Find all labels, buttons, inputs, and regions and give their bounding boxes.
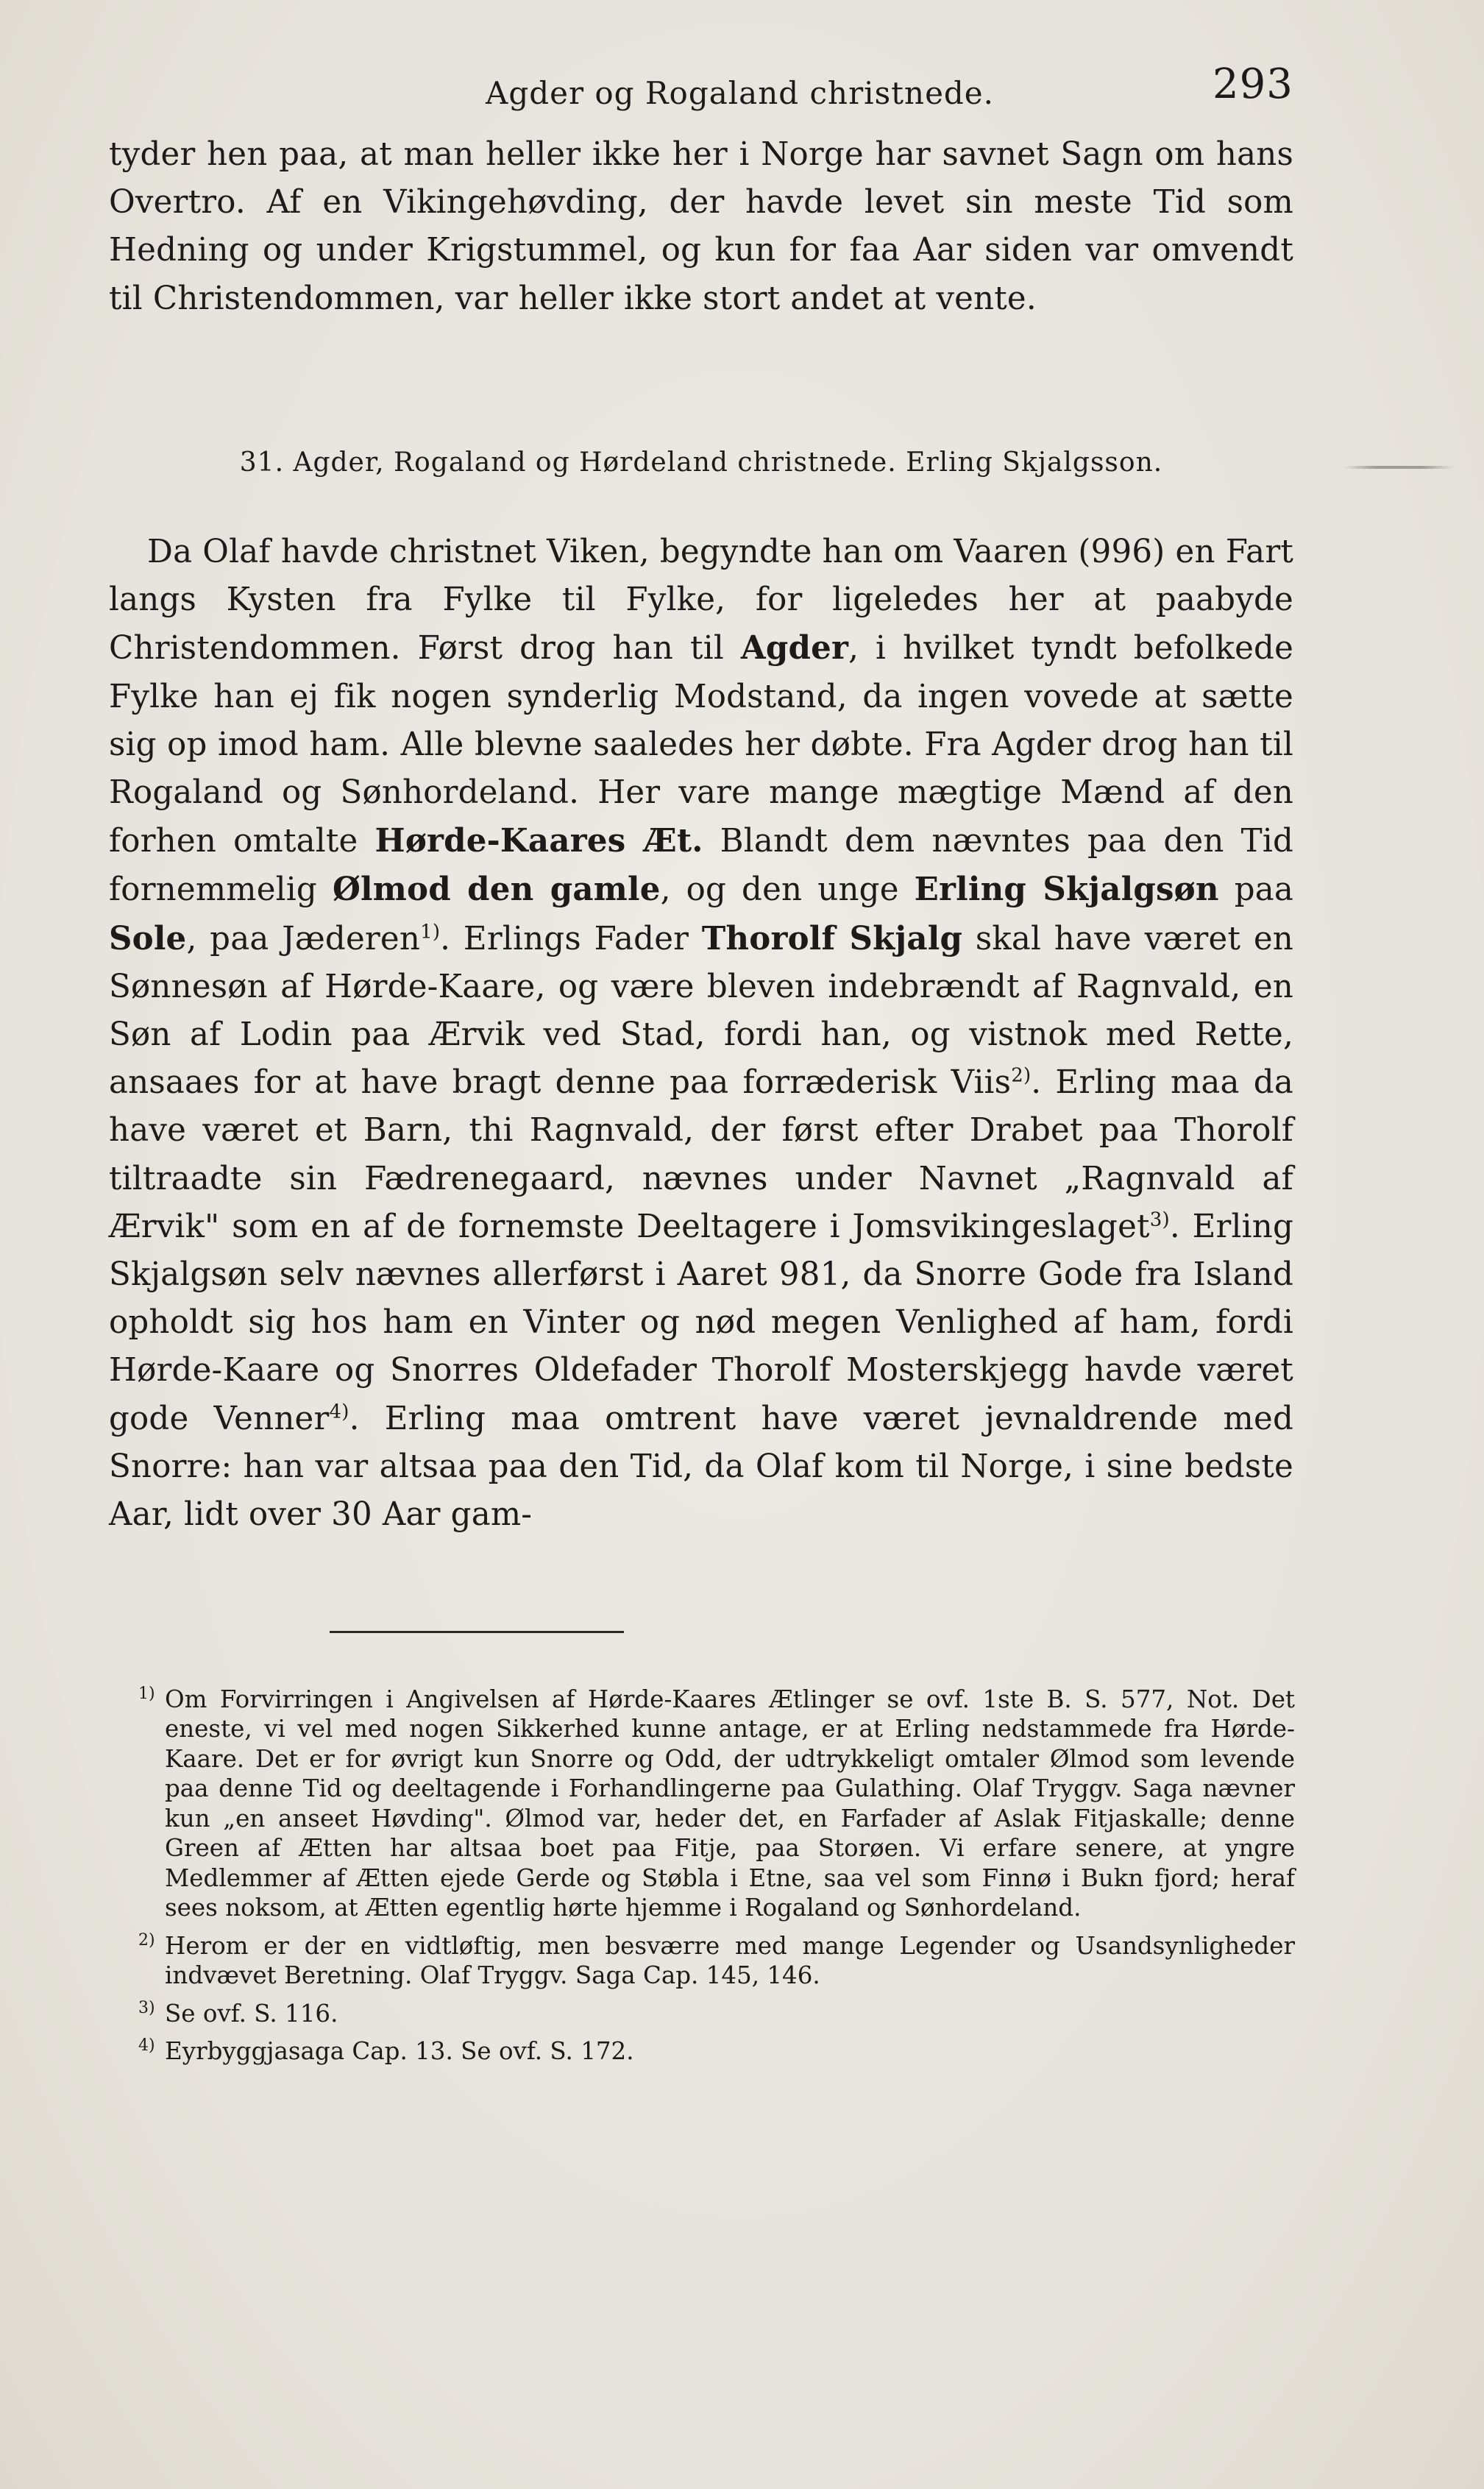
text-run: , og den unge bbox=[660, 871, 899, 909]
footnote-mark: 2) bbox=[138, 1930, 155, 1950]
section-heading: 31. Agder, Rogaland og Hørdeland christnede. Erling Skjalgsson. bbox=[239, 447, 1163, 478]
text-run: skal have været en Sønnesøn af Hørde-Kaare, og være bleven indebrændt af Ragnvald, en Søn af Lodin paa Ærvik ved Stad, fordi han, og vistnok med Rette, ansaaes for at have bragt denne paa forræderisk Viis bbox=[109, 920, 1293, 1102]
footnote-ref[interactable]: 2) bbox=[1011, 1064, 1032, 1087]
clan-name-horde-kaare: Hørde-Kaares Æt. bbox=[374, 822, 703, 860]
text-run: Da Olaf havde christnet Viken, begyndte han om Vaaren (996) en Fart langs Kysten fra Fylke til Fylke, for ligeledes her at paabyde Christendommen. Først drog han til bbox=[109, 534, 1293, 668]
text-run: . Erling maa omtrent have været jevnaldrende med Snorre: han var altsaa paa den Tid, da Olaf kom til Norge, i sine bedste Aar, lidt over 30 Aar gam- bbox=[109, 1400, 1293, 1534]
footnotes bbox=[138, 1679, 1295, 2069]
place-name-sole: Sole bbox=[109, 919, 187, 957]
footnote-mark: 3) bbox=[138, 1998, 155, 2017]
footnote-1 bbox=[138, 1679, 1295, 1923]
footnote-separator bbox=[330, 1631, 624, 1633]
person-name-thorolf: Thorolf Skjalg bbox=[701, 919, 963, 957]
footnote-3 bbox=[138, 1994, 1295, 2028]
footnote-mark: 1) bbox=[138, 1685, 155, 1703]
footnote-2 bbox=[138, 1926, 1295, 1991]
text-run: paa bbox=[1234, 871, 1294, 909]
footnote-4 bbox=[138, 2031, 1295, 2066]
text-run: Blandt dem nævntes paa den Tid fornemmelig bbox=[109, 823, 1293, 909]
footnote-text: Herom er der en vidtløftig, men besværre med mange Legender og Usandsynligheder indvævet Beretning. Olaf Tryggv. Saga Cap. 145, 146. bbox=[165, 1931, 1295, 1990]
text-run: . Erling Skjalgsøn selv nævnes allerførst i Aaret 981, da Snorre Gode fra Island opholdt sig hos ham en Vinter og nød megen Venlighed af ham, fordi Hørde-Kaare og Snorres Oldefader Thorolf Mosterskjegg havde været gode Venner bbox=[109, 1208, 1294, 1437]
footnote-ref[interactable]: 1) bbox=[420, 921, 441, 943]
person-name-erling: Erling Skjalgsøn bbox=[914, 871, 1219, 909]
footnote-text: Eyrbyggjasaga Cap. 13. Se ovf. S. 172. bbox=[165, 2036, 634, 2065]
intro-paragraph: tyder hen paa, at man heller ikke her i Norge har savnet Sagn om hans Overtro. Af en Vikingehøvding, der havde levet sin meste Tid som Hedning og under Krigstummel, og kun for faa Aar siden var omvendt til Christendommen, var heller ikke stort andet at vente. bbox=[109, 136, 1293, 317]
person-name-olmod: Ølmod den gamle bbox=[332, 871, 661, 909]
page-number: 293 bbox=[1213, 60, 1293, 108]
text-run: , i hvilket tyndt befolkede Fylke han ej fik nogen synderlig Modstand, da ingen vovede at sætte sig op imod ham. Alle blevne saaledes her døbte. Fra Agder drog han til Rogaland og Sønhordeland. Her vare mange mægtige Mænd af den forhen omtalte bbox=[109, 630, 1294, 860]
ornament-rule bbox=[1343, 466, 1454, 469]
text-run: , paa Jæderen bbox=[186, 920, 421, 957]
running-title: Agder og Rogaland christnede. bbox=[486, 75, 995, 111]
text-run: . Erlings Fader bbox=[440, 920, 689, 957]
footnote-ref[interactable]: 3) bbox=[1149, 1208, 1170, 1231]
running-header bbox=[0, 60, 1484, 130]
main-paragraph bbox=[109, 528, 1293, 1539]
footnote-text: Se ovf. S. 116. bbox=[165, 1999, 338, 2028]
footnote-text: Om Forvirringen i Angivelsen af Hørde-Kaares Ætlinger se ovf. 1ste B. S. 577, Not. Det eneste, vi vel med nogen Sikkerhed kunne antage, er at Erling nedstammede fra Hørde-Kaare. Det er for øvrigt kun Snorre og Odd, der udtrykkeligt omtaler Ølmod som levende paa denne Tid og deeltagende i Forhandlingerne paa Gulathing. Olaf Tryggv. Saga nævner kun „en anseet Høvding". Ølmod var, heder det, en Farfader af Aslak Fitjaskalle; denne Green af Ætten har altsaa boet paa Fitje, paa Storøen. Vi erfare senere, at yngre Medlemmer af Ætten ejede Gerde og Støbla i Etne, saa vel som Finnø i Bukn fjord; heraf sees noksom, at Ætten egentlig hørte hjemme i Rogaland og Sønhordeland. bbox=[165, 1685, 1295, 1922]
footnote-mark: 4) bbox=[138, 2036, 155, 2055]
text-run: . Erling maa da have været et Barn, thi Ragnvald, der først efter Drabet paa Thorolf tiltraadte sin Fædrenegaard, nævnes under Navnet „Ragnvald af Ærvik" som en af de fornemste Deeltagere i Jomsvikingeslaget bbox=[109, 1064, 1293, 1245]
footnote-ref[interactable]: 4) bbox=[329, 1401, 349, 1423]
place-name-agder: Agder bbox=[740, 629, 849, 668]
